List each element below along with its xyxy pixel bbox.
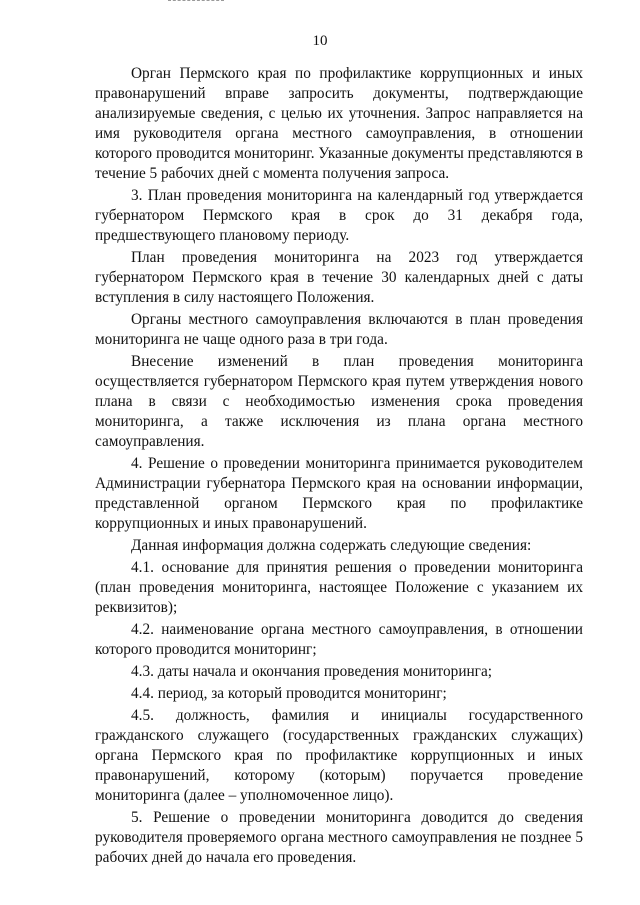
paragraph-5-notification: 5. Решение о проведении мониторинга доводится до сведения руководителя проверяемого органа местного самоуправления не позднее 5 рабочих дней до начала его проведения.	[95, 809, 583, 866]
paragraph-document-request: Орган Пермского края по профилактике коррупционных и иных правонарушений вправе запросить документы, подтверждающие анализируемые сведения, с целью их уточнения. Запрос направляется на имя руководителя органа местного самоуправления, в отношении которого проводится мониторинг. Указанные документы представляются в течение 5 рабочих дней с момента получения запроса.	[95, 65, 583, 182]
paragraph-3-plan-approval: 3. План проведения мониторинга на календарный год утверждается губернатором Пермского края в срок до 31 декабря года, предшествующего плановому периоду.	[95, 187, 583, 244]
page-number: 10	[312, 33, 328, 49]
scan-artifact	[168, 0, 224, 3]
paragraph-4-4: 4.4. период, за который проводится мониторинг;	[131, 685, 447, 702]
paragraph-plan-changes: Внесение изменений в план проведения мониторинга осуществляется губернатором Пермского края путем утверждения нового плана в связи с необходимостью изменения срока проведения мониторинга, а также исключения из плана органа местного самоуправления.	[95, 353, 583, 450]
paragraph-4-1: 4.1. основание для принятия решения о проведении мониторинга (план проведения мониторинга, настоящее Положение с указанием их реквизитов);	[95, 559, 583, 616]
paragraph-4-5: 4.5. должность, фамилия и инициалы государственного гражданского служащего (государственных гражданских служащих) органа Пермского края по профилактике коррупционных и иных правонарушений, которому (которым) поручается проведение мониторинга (далее – уполномоченное лицо).	[95, 707, 583, 804]
paragraph-frequency: Органы местного самоуправления включаются в план проведения мониторинга не чаще одного раза в три года.	[95, 311, 583, 348]
paragraph-4-2: 4.2. наименование органа местного самоуправления, в отношении которого проводится мониторинг;	[95, 621, 583, 658]
paragraph-4-decision: 4. Решение о проведении мониторинга принимается руководителем Администрации губернатора Пермского края на основании информации, представленной органом Пермского края по профилактике коррупционных и иных правонарушений.	[95, 455, 583, 532]
document-body	[95, 64, 583, 868]
paragraph-4-3: 4.3. даты начала и окончания проведения мониторинга;	[131, 663, 492, 680]
paragraph-info-content: Данная информация должна содержать следующие сведения:	[131, 537, 532, 554]
paragraph-plan-2023: План проведения мониторинга на 2023 год утверждается губернатором Пермского края в течение 30 календарных дней с даты вступления в силу настоящего Положения.	[95, 249, 583, 306]
